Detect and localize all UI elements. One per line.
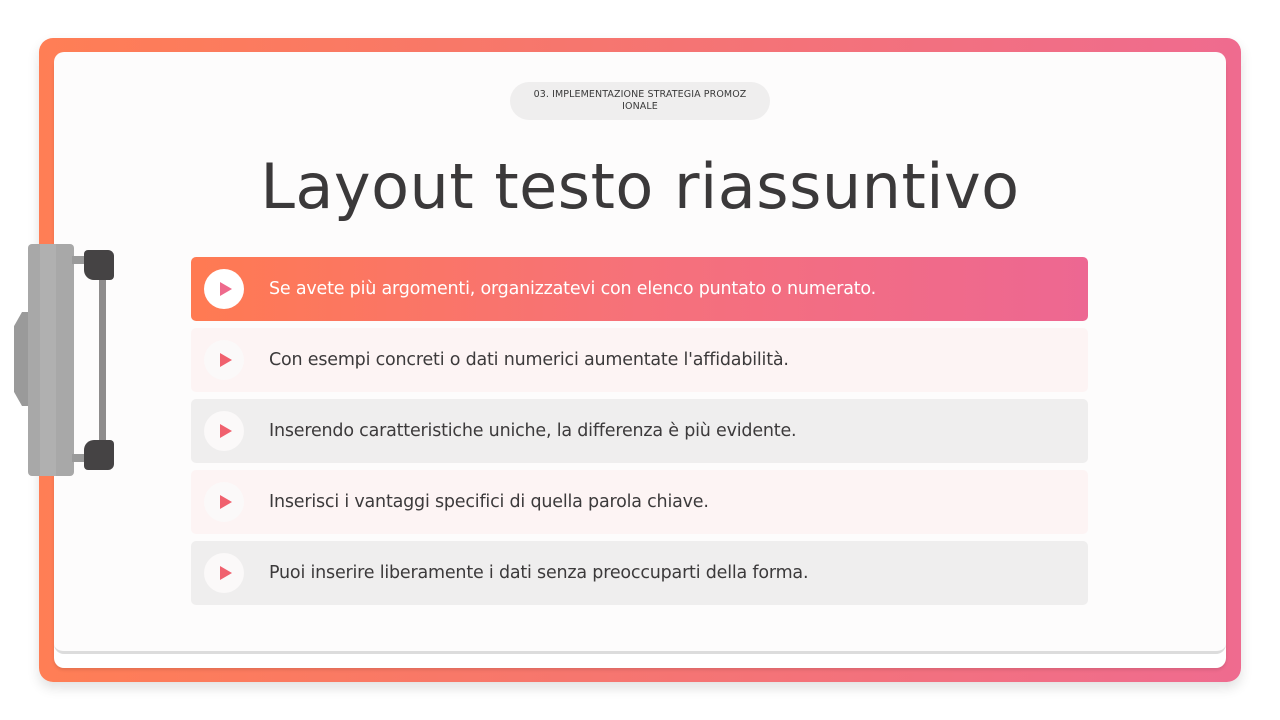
list-item-text: Inserisci i vantaggi specifici di quella parola chiave. bbox=[269, 492, 709, 512]
play-icon bbox=[220, 282, 232, 296]
play-icon bbox=[220, 566, 232, 580]
play-icon bbox=[220, 353, 232, 367]
list-item[interactable] bbox=[191, 328, 1088, 392]
summary-list bbox=[191, 257, 1088, 612]
play-button-circle bbox=[204, 411, 244, 451]
list-item[interactable] bbox=[191, 399, 1088, 463]
play-button-circle bbox=[204, 340, 244, 380]
slide-title: Layout testo riassuntivo bbox=[260, 150, 1020, 223]
list-item[interactable] bbox=[191, 541, 1088, 605]
play-button-circle bbox=[204, 482, 244, 522]
list-item-text: Con esempi concreti o dati numerici aumentate l'affidabilità. bbox=[269, 350, 789, 370]
list-item-text: Se avete più argomenti, organizzatevi con elenco puntato o numerato. bbox=[269, 279, 876, 299]
play-icon bbox=[220, 424, 232, 438]
list-item-text: Inserendo caratteristiche uniche, la differenza è più evidente. bbox=[269, 421, 797, 441]
play-button-circle bbox=[204, 269, 244, 309]
section-label: 03. IMPLEMENTAZIONE STRATEGIA PROMOZ IONALE bbox=[510, 82, 770, 120]
play-icon bbox=[220, 495, 232, 509]
list-item-text: Puoi inserire liberamente i dati senza preoccuparti della forma. bbox=[269, 563, 809, 583]
play-button-circle bbox=[204, 553, 244, 593]
clipboard-clip-icon bbox=[14, 244, 104, 476]
list-item[interactable] bbox=[191, 257, 1088, 321]
list-item[interactable] bbox=[191, 470, 1088, 534]
